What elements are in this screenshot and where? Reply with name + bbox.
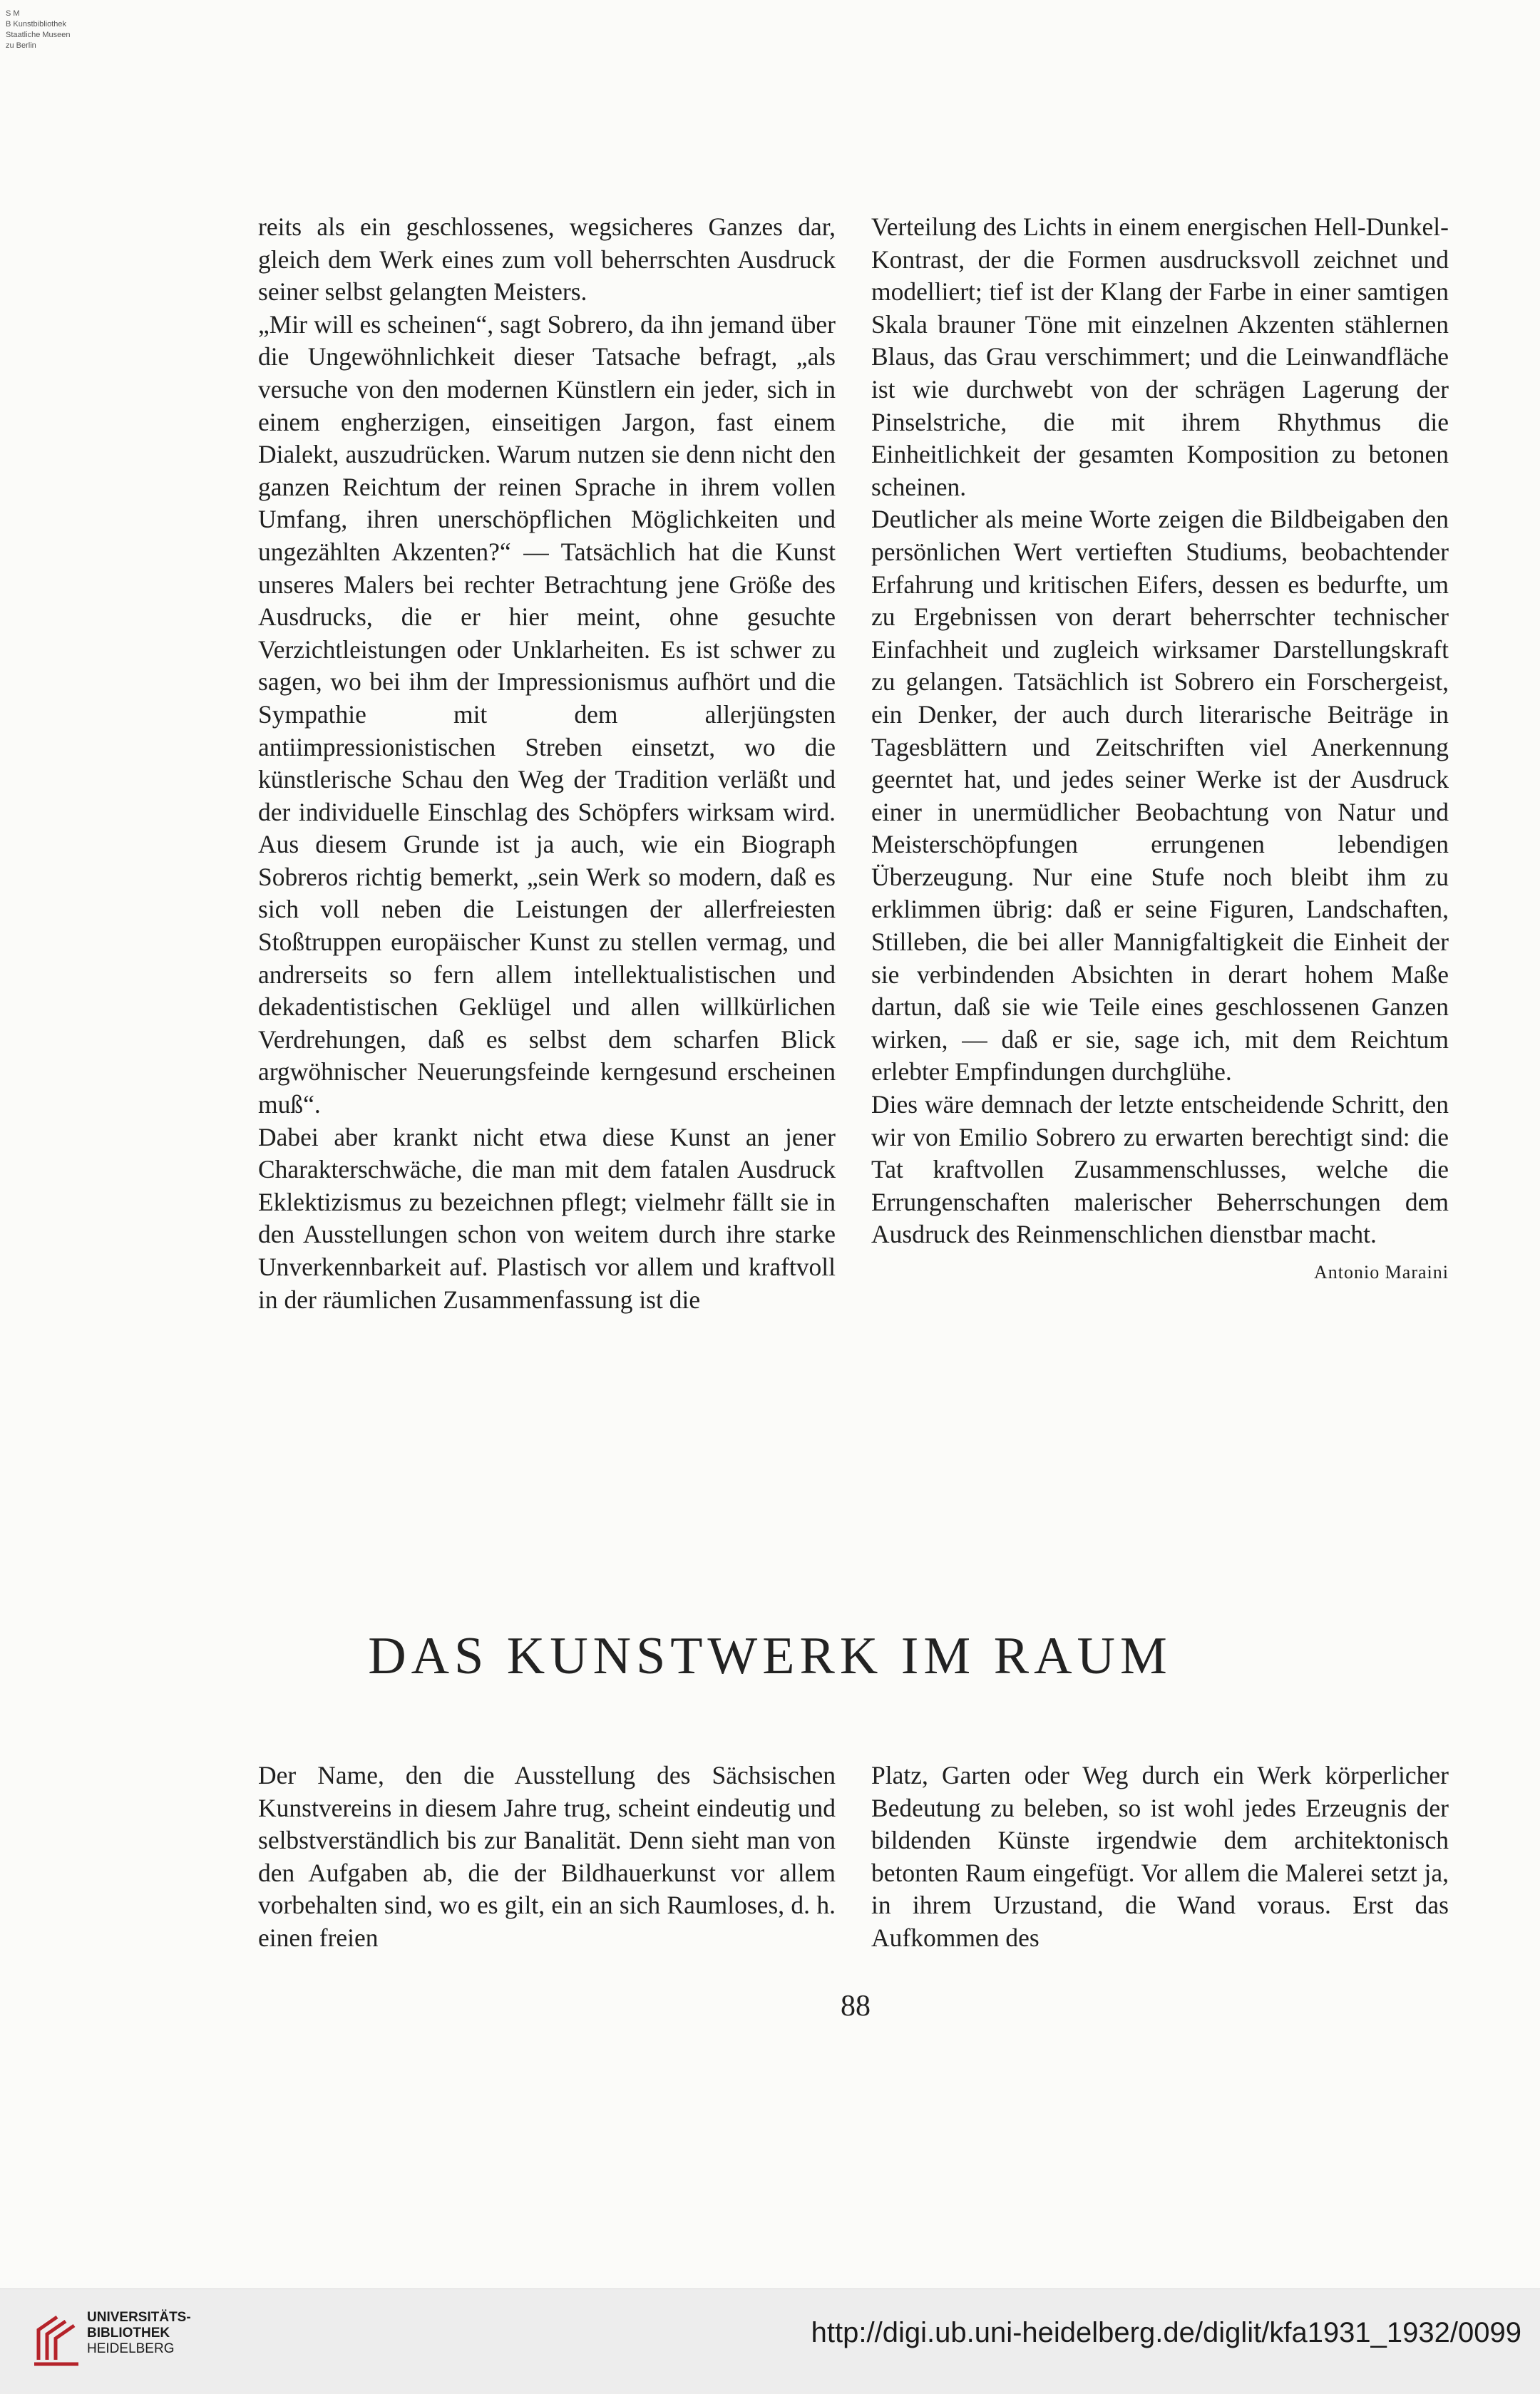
stamp-line: zu Berlin	[6, 41, 36, 50]
library-name-line: BIBLIOTHEK	[87, 2326, 170, 2341]
paragraph: Der Name, den die Ausstellung des Sächsischen Kunstvereins in diesem Jahre trug, scheint eindeutig und selbstverständlich bis zur Banalität. Denn sieht man von den Aufgaben ab, die der Bildhauerkunst vor allem vorbehalten sind, wo es gilt, ein an sich Raumloses, d. h. einen freien	[258, 1761, 836, 1952]
article-column-right	[871, 211, 1449, 1284]
paragraph: Deutlicher als meine Worte zeigen die Bildbeigaben den persönlichen Wert vertieften Studiums, beobachtender Erfahrung und kritischen Eifers, dessen es bedurfte, um zu Ergebnissen von derart beherrschter technischer Einfachheit und zugleich wirksamer Darstellungskraft zu gelangen. Tatsächlich ist Sobrero ein Forschergeist, ein Denker, der auch durch literarische Beiträge in Tagesblättern und Zeitschriften viel Anerkennung geerntet hat, und jedes seiner Werke ist der Ausdruck einer in unermüdlicher Beobachtung von Natur und Meisterschöpfungen errungenen lebendigen Überzeugung. Nur eine Stufe noch bleibt ihm zu erklimmen übrig: daß er seine Figuren, Landschaften, Stilleben, die bei aller Mannigfaltigkeit die Einheit der sie verbindenden Absichten in derart hohem Maße dartun, daß sie wie Teile eines geschlossenen Ganzen wirken, — daß er sie, sage ich, mit dem Reichtum erlebter Empfindungen durchglühe.	[871, 505, 1449, 1086]
library-name	[87, 2310, 191, 2357]
library-stamp	[6, 9, 71, 51]
section-column-right	[871, 1759, 1449, 1955]
paragraph: Dies wäre demnach der letzte entscheidende Schritt, den wir von Emilio Sobrero zu erwarten berechtigt sind: die Tat kraftvollen Zusammenschlusses, welche die Errungenschaften malerischer Beherrschungen dem Ausdruck des Reinmenschlichen dienstbar macht.	[871, 1090, 1449, 1249]
paragraph: „Mir will es scheinen“, sagt Sobrero, da ihn jemand über die Ungewöhnlichkeit dieser Tatsache befragt, „als versuche von den modernen Künstlern ein jeder, sich in einem engherzigen, einseitigen Jargon, fast einem Dialekt, auszudrücken. Warum nutzen sie denn nicht den ganzen Reichtum der reinen Sprache in ihrem vollen Umfang, ihren unerschöpflichen Möglichkeiten und ungezählten Akzenten?“ — Tatsächlich hat die Kunst unseres Malers bei rechter Betrachtung jene Größe des Ausdrucks, die er hier meint, ohne gesuchte Verzichtleistungen oder Unklarheiten. Es ist schwer zu sagen, wo bei ihm der Impressionismus aufhört und die Sympathie mit dem allerjüngsten antiimpressionistischen Streben einsetzt, wo die künstlerische Schau den Weg der Tradition verläßt und der individuelle Einschlag des Schöpfers wirksam wird. Aus diesem Grunde ist ja auch, wie ein Biograph Sobreros richtig bemerkt, „sein Werk so modern, daß es sich voll neben die Leistungen der allerfreiesten Stoßtruppen europäischer Kunst zu stellen vermag, und andrerseits so fern allem intellektualistischen und dekadentistischen Geklügel und allen willkürlichen Verdrehungen, daß es selbst dem scharfen Blick argwöhnischer Neuerungsfeinde kerngesund erscheinen muß“.	[258, 309, 836, 1119]
library-name-line: HEIDELBERG	[87, 2341, 175, 2356]
stamp-line: Staatliche Museen	[6, 31, 71, 39]
article-column-left	[258, 211, 836, 1316]
section-column-left	[258, 1759, 836, 1955]
paragraph: Verteilung des Lichts in einem energischen Hell-Dunkel-Kontrast, der die Formen ausdrucksvoll zeichnet und modelliert; tief ist der Klang der Farbe in einer samtigen Skala brauner Töne mit einzelnen Akzenten stählernen Blaus, das Grau verschimmert; und die Leinwandfläche ist wie durchwebt von der schrägen Lagerung der Pinselstriche, die mit ihrem Rhythmus die Einheitlichkeit der gesamten Komposition zu betonen scheinen.	[871, 212, 1449, 501]
section-title: DAS KUNSTWERK IM RAUM	[368, 1627, 1172, 1685]
source-url-link[interactable]: http://digi.ub.uni-heidelberg.de/diglit/kfa1931_1932/0099	[811, 2317, 1521, 2348]
paragraph: Platz, Garten oder Weg durch ein Werk körperlicher Bedeutung zu beleben, so ist wohl jedes Erzeugnis der bildenden Künste irgendwie dem architektonisch betonten Raum eingefügt. Vor allem die Malerei setzt ja, in ihrem Urzustand, die Wand voraus. Erst das Aufkommen des	[871, 1761, 1449, 1952]
paragraph: reits als ein geschlossenes, wegsicheres Ganzes dar, gleich dem Werk eines zum voll beherrschten Ausdruck seiner selbst gelangten Meisters.	[258, 212, 836, 307]
page-number: 88	[841, 1990, 871, 2023]
author-signature: Antonio Maraini	[1313, 1262, 1449, 1283]
paragraph: Dabei aber krankt nicht etwa diese Kunst an jener Charakterschwäche, die man mit dem fatalen Ausdruck Eklektizismus zu bezeichnen pflegt; vielmehr fällt sie in den Ausstellungen schon von weitem durch ihre starke Unverkennbarkeit auf. Plastisch vor allem und kraftvoll in der räumlichen Zusammenfassung ist die	[258, 1122, 836, 1314]
stamp-line: B Kunstbibliothek	[6, 20, 66, 29]
library-name-line: UNIVERSITÄTS-	[87, 2310, 191, 2325]
stamp-line: S M	[6, 9, 20, 18]
